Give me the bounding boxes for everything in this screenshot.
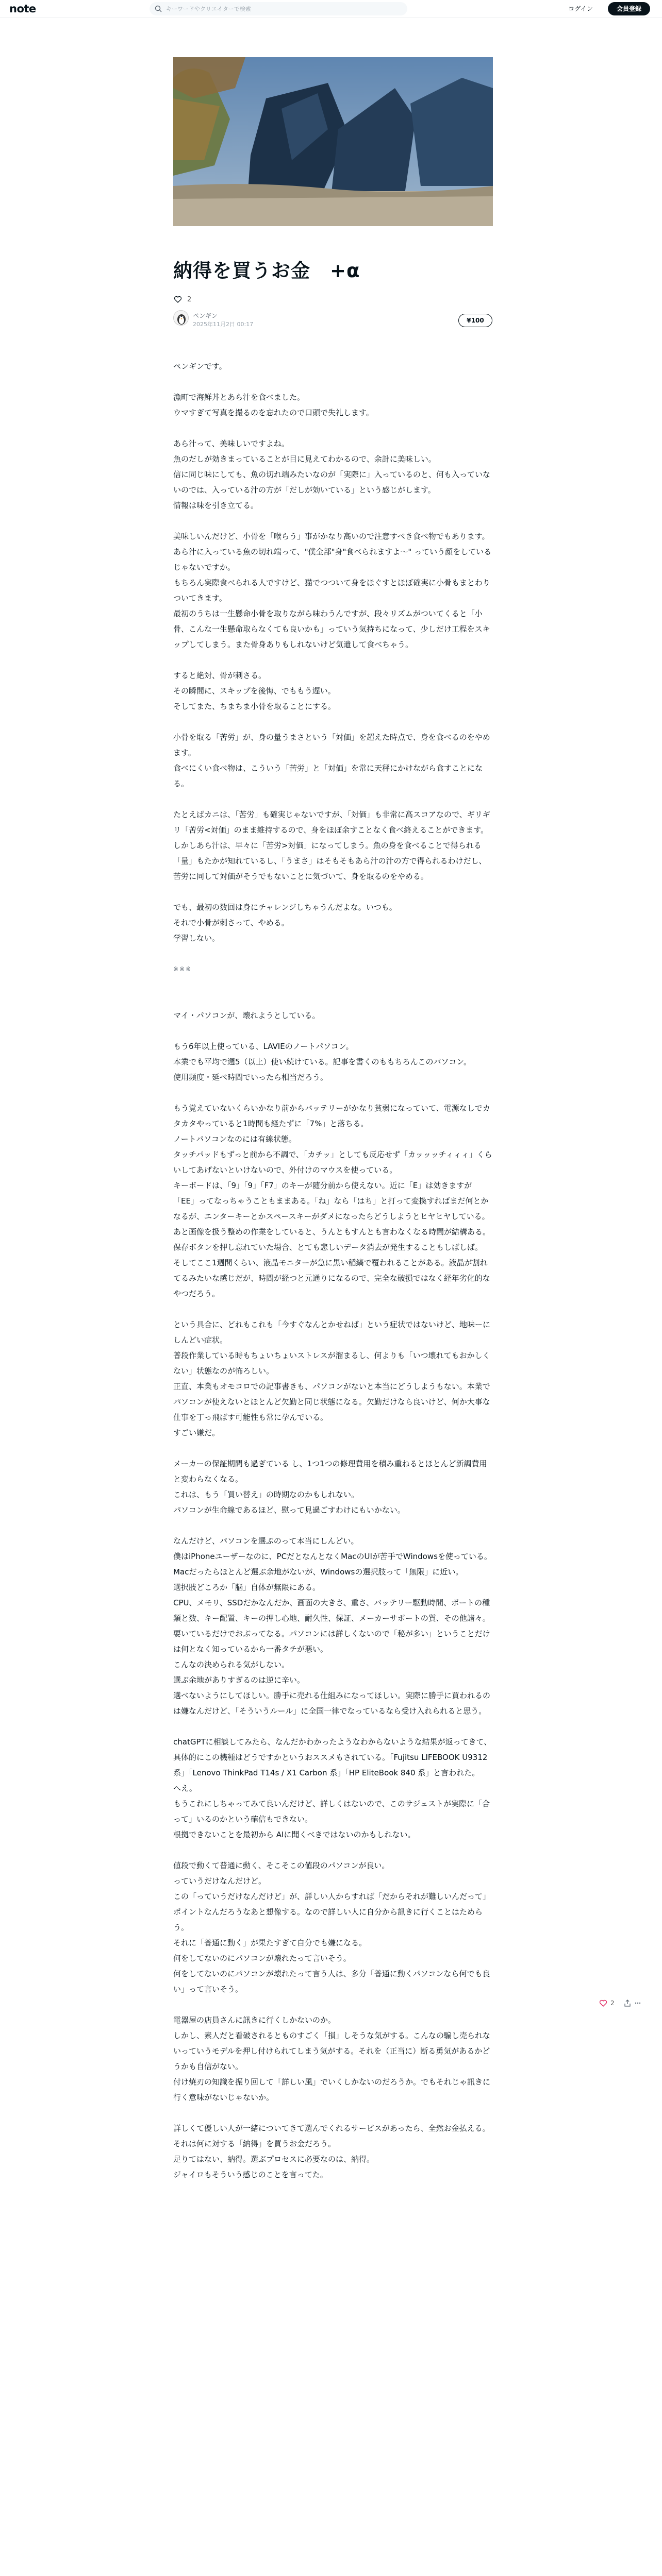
- login-button[interactable]: ログイン: [568, 5, 593, 12]
- signup-button[interactable]: 会員登録: [608, 2, 650, 15]
- paragraph: という具合に、どれもこれも「今すぐなんとかせねば」という症状ではないけど、地味ーにしんどい症状。 普段作業している時もちょいちょいストレスが溜まるし、何よりも「いつ壊れてもおかしくない」状態なのが怖ろしい。 正直、本業もオモコロでの記事書きも、パソコンがないと本当にどうしようもない。本業でパソコンが使えないとほとんど欠勤と同じ状態になる。欠勤だけなら良いけど、何か大事な仕事を丁っ飛ばす可能性も常に孕んでいる。 すごい嫌だ。: [173, 1320, 491, 1437]
- paragraph: 美味しいんだけど、小骨を「喉らう」事がかなり高いので注意すべき食べ物でもあります。 あら汁に入っている魚の切れ端って、"僕全部"身"食べられますよ〜" っていう顔をしているじゃないですか。 もちろん実際食べられる人ですけど、猫でつついて身をほぐすとほぼ確実に小骨もまとわりついてきます。 最初のうちは一生懸命小骨を取りながら味わうんですが、段々リズムがついてくると「小骨、こんな一生懸命取らなくても良いかも」っていう気持ちになって、少しだけ工程をスキップしてしまう。また骨身ありもしれないけど気遣して食べちゃう。: [173, 532, 492, 649]
- heart-icon[interactable]: [599, 1999, 607, 2007]
- like-bar-top: [174, 294, 191, 304]
- side-like-count[interactable]: 2: [610, 1999, 615, 2007]
- article-body: [173, 359, 493, 2198]
- penguin-avatar-icon: [174, 311, 189, 326]
- heart-icon[interactable]: [174, 295, 182, 303]
- price-badge[interactable]: ¥100: [458, 314, 492, 327]
- like-count[interactable]: 2: [187, 295, 192, 303]
- paragraph: マイ・パソコンが、壊れようとしている。: [173, 1011, 320, 1020]
- publish-date: 2025年11月2日 00:17: [193, 321, 254, 328]
- paragraph: あら汁って、美味しいですよね。 魚のだしが効きまっていることが目に見えてわかるので、余計に美味しい。 信に同じ味にしても、魚の切れ端みたいなのが「実際に」入っているのと、何も入っていないのでは、入っている汁の方が「だしが効いている」という感じがします。 情報は味を引き立てる。: [173, 439, 491, 510]
- paragraph: 漁町で海鮮丼とあら汁を食べました。 ウマすぎて写真を撮るのを忘れたので口頭で失礼します。: [173, 393, 374, 417]
- paragraph: でも、最初の数回は身にチャレンジしちゃうんだよな。いつも。 それで小骨が刺さって、やめる。 学習しない。: [173, 903, 397, 943]
- share-icon[interactable]: [624, 1999, 631, 2007]
- paragraph: なんだけど、パソコンを選ぶのって本当にしんどい。 僕はiPhoneユーザーなのに、PCだとなんとなくMacのUIが苦手でWindowsを使っている。 Macだったらほとんど選ぶ余地がないが、Windowsの選択肢って「無限」に近い。 選択肢どころか「脳」自体が無限にある。 CPU、メモリ、SSDだかなんだか、画面の大きさ、重さ、バッテリー駆動時間、ポートの種類と数、キー配置、キーの押し心地、耐久性、保証、メーカーサポートの質、その他諸々。 要いているだけでおぶってなる。パソコンには詳しくないので「秘が多い」ということだけは何となく知っているから一番タチが悪い。 こんなの決められる気がしない。 選ぶ余地がありすぎるのは逆に辛い。 選べないようにしてほしい。勝手に売れる仕組みになってほしい。実際に勝手に買われるのは嫌なんだけど、「そういうルール」に全国一律でなっているなら受け入れられると思う。: [173, 1536, 492, 1716]
- article-hero-image: [173, 57, 493, 226]
- paragraph: 小骨を取る「苦労」が、身の量うまさという「対価」を超えた時点で、身を食べるのをやめます。 食べにくい食べ物は、こういう「苦労」と「対価」を常に天秤にかけながら食すことになる。: [173, 733, 490, 788]
- paragraph: たとえばカニは、「苦労」も確実じゃないですが、「対価」も非常に高スコアなので、ギリギリ「苦労<対価」のまま維持するので、身をほぼ余すことなく食べ終えることができます。 しかしあら汁は、早々に「苦労>対価」になってしまう。魚の身を食べることで得られる「量」もたかが知れているし、「うまさ」はそもそもあら汁の汁の方で得られるわけだし、苦労に同して対価がそうでもないことに気づいて、身を取るのをやめる。: [173, 810, 490, 881]
- search-bar[interactable]: [150, 2, 407, 15]
- site-header: [0, 0, 662, 18]
- floating-like-bar: [599, 1999, 641, 2007]
- paragraph: もう6年以上使っている、LAVIEのノートパソコン。 本業でも平均で週5（以上）使い続けている。記事を書くのももちろんこのパソコン。 使用頻度・延べ時間でいったら相当だろう。: [173, 1042, 472, 1082]
- hero-photo-illustration: [173, 57, 493, 226]
- paragraph: 詳しくて優しい人が一緒についてきて選んでくれるサービスがあったら、全然お金払える。 それは何に対する「納得」を買うお金だろう。 足りてはない、納得。選ぶプロセスに必要なのは、納得。 ジャイロもそういう感じのことを言ってた。: [173, 2124, 490, 2179]
- search-icon: [155, 5, 162, 12]
- article-title: 納得を買うお金 +α: [173, 260, 360, 282]
- paragraph: もう覚えていないくらいかなり前からバッテリーがかなり貧弱になっていて、電源なしでカタカタやっていると1時間も経たずに「7%」と落ちる。 ノートパソコンなのには有線状態。 タッチパッドもずっと前から不調で、「カチッ」としても反応せず「カッッッチィィィ」くらいしてあげないといけないので、外付けのマウスを使っている。 キーボードは、「9」「9」「F7」のキーが随分前から使えない。近に「E」は効きますが「EE」ってなっちゃうこともままある。「ね」なら「はち」と打って変換すればまだ何とかなるが、エンターキーとかスペースキーがダメになったらどうしようとヒヤヒヤしている。 あと画像を扱う整めの作業をしていると、うんともすんとも言わなくなる時間が結構ある。保存ボタンを押し忘れていた場合、とても悲しいデータ消去が発生することもしばしば。 そしてここ1週間くらい、液晶モニターが急に黒い稲縞で覆われることがある。液晶が割れてるみたいな感じだが、時間が経つと元通りになるので、完全な破損ではなく経年劣化的なやつだろう。: [173, 1104, 492, 1298]
- paragraph: chatGPTに相談してみたら、なんだかわかったようなわからないような結果が返ってきて、具体的にこの機種はどうですかというおススメもされている。「Fujitsu LIFEBOOK U9312系」「Lenovo ThinkPad T14s / X1 Carbon 系」「HP EliteBook 840 系」と言われた。 へえ。 もうこれにしちゃってみて良いんだけど、詳しくはないので、このサジェストが実際に「合って」いるのかという確信もできない。 根拠できないことを最初から AIに聞くべきではないのかもしれない。: [173, 1737, 492, 1839]
- paragraph: すると絶対、骨が刺さる。 その瞬間に、スキップを後悔、でももう遅い。 そしてまた、ちまちま小骨を取ることにする。: [173, 671, 336, 711]
- paragraph: メーカーの保証期間も過ぎている し、1つ1つの修理費用を積み重ねるとほとんど新調費用と変わらなくなる。 これは、もう「買い替え」の時期なのかもしれない。 パソコンが生命線であるほど、慰って見過ごすわけにもいかない。: [173, 1459, 487, 1515]
- search-input[interactable]: [166, 4, 398, 14]
- author-avatar[interactable]: [173, 310, 189, 326]
- paragraph: 電器屋の店員さんに訊きに行くしかないのか。 しかし、素人だと看破されるとものすごく「損」しそうな気がする。こんなの騙し売られないっていうモデルを押し付けられてしまう気がする。それを（正当に）断る勇気があるかどうかも自信がない。 付け焼刃の知識を振り回して「詳しい風」でいくしかないのだろうか。でもそれじゃ訊きに行く意味がないじゃないか。: [173, 2015, 491, 2102]
- site-logo[interactable]: note: [9, 3, 36, 15]
- section-divider: ※※※: [173, 965, 192, 973]
- paragraph: 値段で動くて普通に動く、そこそこの値段のパソコンが良い。 っていうだけなんだけど。 この「っていうだけなんだけど」が、詳しい人からすれば「だからそれが難しいんだって」ポイントなんだろうなあと想像する。なので詳しい人に自分から訊きに行くことはためらう。 それに「普通に動く」が果たすぎて自分でも嫌になる。 何をしてないのにパソコンが壊れたって言いそう。 何をしてないのにパソコンが壊れたって言う人は、多分「普通に動くパソコンなら何でも良い」って言いそう。: [173, 1861, 491, 1994]
- author-name[interactable]: ペンギン: [193, 312, 218, 319]
- paragraph: ペンギンです。: [173, 362, 227, 371]
- more-icon[interactable]: [634, 1999, 641, 2007]
